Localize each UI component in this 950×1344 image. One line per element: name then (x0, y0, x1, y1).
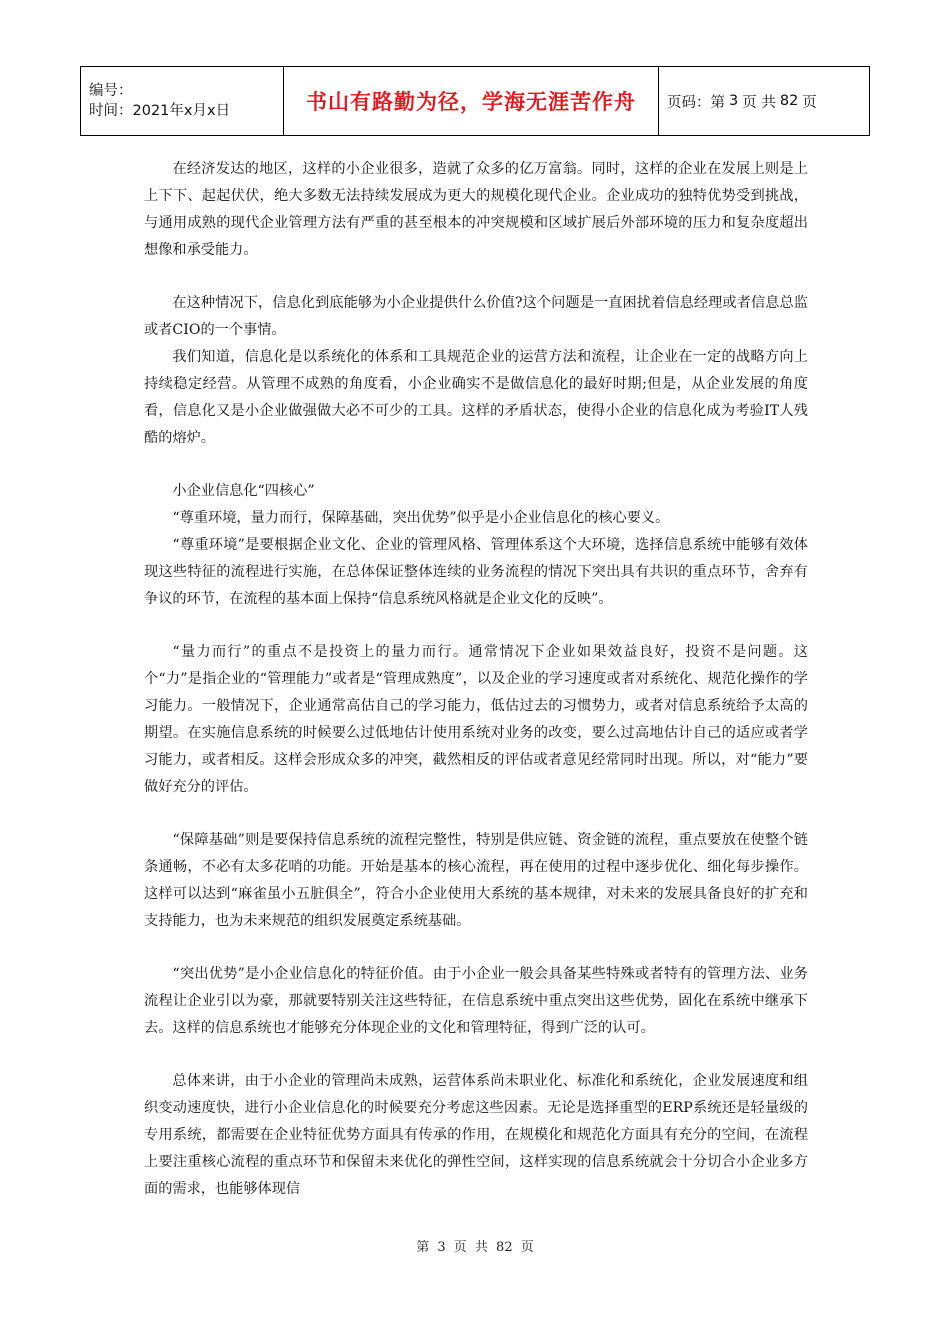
page-end-label: 页 (802, 94, 817, 111)
document-code-label: 编号： (89, 83, 133, 99)
page-mid-label: 页 共 (742, 94, 776, 111)
page-footer: 第 3 页 共 82 页 (416, 1240, 534, 1255)
section-heading: 小企业信息化“四核心” (172, 483, 315, 499)
body-paragraph: “量力而行”的重点不是投资上的量力而行。通常情况下企业如果效益良好，投资不是问题。这个“力”是指企业的“管理能力”或者是“管理成熟度”，以及企业的学习速度或者对系统化、规范化操作的学习能力。一般情况下，企业通常高估自己的学习能力，低估过去的习惯势力，或者对信息系统给予太高的期望。在实施信息系统的时候要么过低地估计使用系统对业务的改变，要么过高地估计自己的适应或者学习能力，或者相反。这样会形成众多的冲突，截然相反的评估或者意见经常同时出现。所以，对“能力”要做好充分的评估。 (144, 644, 808, 795)
header-info-cell (81, 67, 284, 135)
total-pages: 82 (779, 93, 799, 109)
page-header (80, 66, 870, 136)
body-paragraph: “尊重环境，量力而行，保障基础，突出优势”似乎是小企业信息化的核心要义。 (172, 510, 670, 526)
body-paragraph: 在经济发达的地区，这样的小企业很多，造就了众多的亿万富翁。同时，这样的企业在发展上则是上上下下、起起伏伏，绝大多数无法持续发展成为更大的规模化现代企业。企业成功的独特优势受到挑战，与通用成熟的现代企业管理方法有严重的甚至根本的冲突规模和区域扩展后外部环境的压力和复杂度超出想像和承受能力。 (144, 161, 808, 258)
body-paragraph: “尊重环境”是要根据企业文化、企业的管理风格、管理体系这个大环境，选择信息系统中能够有效体现这些特征的流程进行实施，在总体保证整体连续的业务流程的情况下突出具有共识的重点环节，舍弃有争议的环节，在流程的基本面上保持“信息系统风格就是企业文化的反映”。 (144, 537, 808, 607)
page-label: 页码：第 (667, 94, 725, 111)
page-number: 3 (729, 93, 739, 109)
body-paragraph: “突出优势”是小企业信息化的特征价值。由于小企业一般会具备某些特殊或者特有的管理方法、业务流程让企业引以为豪，那就要特别关注这些特征，在信息系统中重点突出这些优势，固化在系统中继承下去。这样的信息系统也才能够充分体现企业的文化和管理特征，得到广泛的认可。 (144, 966, 808, 1036)
header-page-cell (659, 67, 869, 135)
header-motto: 书山有路勤为径，学海无涯苦作舟 (284, 67, 659, 135)
document-body (144, 156, 808, 1203)
body-paragraph: 在这种情况下，信息化到底能够为小企业提供什么价值?这个问题是一直困扰着信息经理或者信息总监或者CIO的一个事情。 (144, 295, 808, 338)
body-paragraph: 总体来讲，由于小企业的管理尚未成熟，运营体系尚未职业化、标准化和系统化，企业发展速度和组织变动速度快，进行小企业信息化的时候要充分考虑这些因素。无论是选择重型的ERP系统还是轻量级的专用系统，都需要在企业特征优势方面具有传承的作用，在规模化和规范化方面具有充分的空间，在流程上要注重核心流程的重点环节和保留未来优化的弹性空间，这样实现的信息系统就会十分切合小企业多方面的需求，也能够体现信 (144, 1073, 808, 1197)
body-paragraph: 我们知道，信息化是以系统化的体系和工具规范企业的运营方法和流程，让企业在一定的战略方向上持续稳定经营。从管理不成熟的角度看，小企业确实不是做信息化的最好时期;但是，从企业发展的角度看，信息化又是小企业做强做大必不可少的工具。这样的矛盾状态，使得小企业的信息化成为考验IT人残酷的熔炉。 (144, 349, 808, 446)
document-date: 时间：2021年x月x日 (89, 103, 231, 119)
body-paragraph: “保障基础”则是要保持信息系统的流程完整性，特别是供应链、资金链的流程，重点要放在使整个链条通畅，不必有太多花哨的功能。开始是基本的核心流程，再在使用的过程中逐步优化、细化每步操作。这样可以达到“麻雀虽小五脏俱全”，符合小企业使用大系统的基本规律，对未来的发展具备良好的扩充和支持能力，也为未来规范的组织发展奠定系统基础。 (144, 832, 808, 929)
